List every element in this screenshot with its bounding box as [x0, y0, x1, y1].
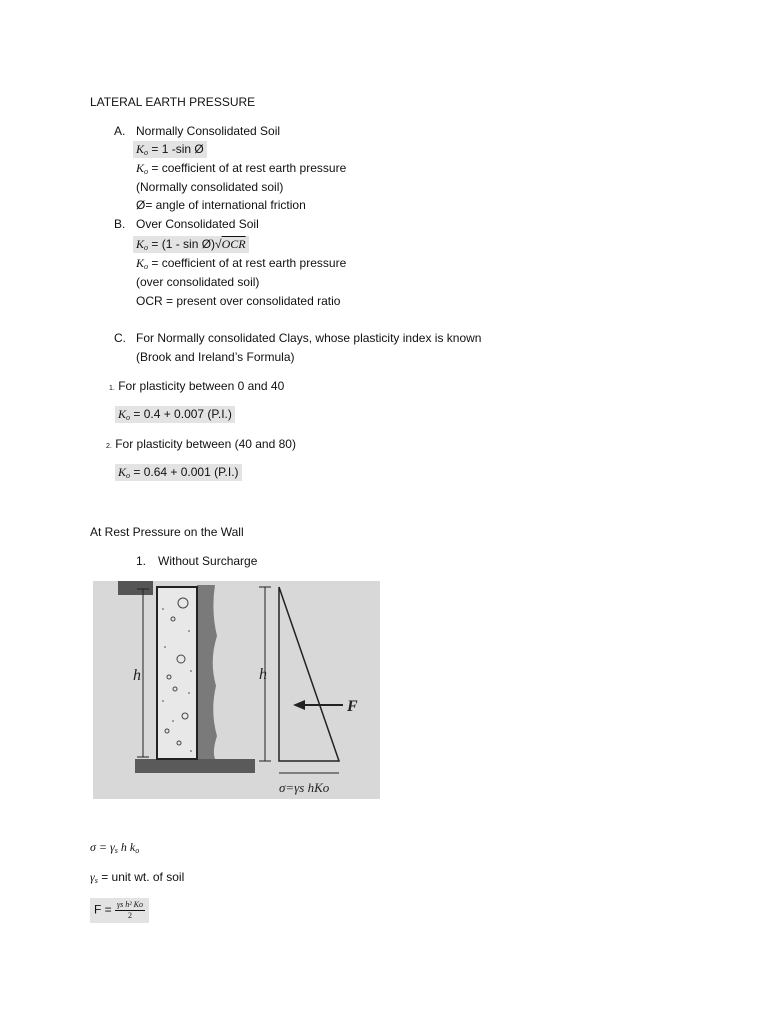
section-b-coef-desc: = coefficient of at rest earth pressure	[151, 256, 347, 270]
section-a-formula	[133, 141, 207, 158]
section-b-coef-line	[136, 256, 346, 271]
item-1-formula-text: = 0.4 + 0.007 (P.I.)	[133, 407, 232, 421]
item-2-formula	[115, 464, 242, 481]
eq-gamma-s: s	[94, 876, 98, 885]
section-b-heading: Over Consolidated Soil	[136, 217, 259, 231]
k-symbol: K	[136, 256, 145, 270]
k-symbol: K	[136, 142, 145, 156]
k-symbol: K	[118, 465, 127, 479]
section-b-ocr-desc: OCR = present over consolidated ratio	[136, 294, 341, 308]
eq-gamma-desc: = unit wt. of soil	[97, 870, 185, 884]
section-b-formula-text: = (1 - sin Ø)√	[151, 237, 222, 251]
pressure-triangle	[279, 587, 339, 761]
force-arrow-head	[293, 700, 305, 710]
o-subscript: o	[144, 243, 149, 252]
section-a-formula-text: = 1 -sin Ø	[151, 142, 204, 156]
o-subscript: o	[144, 148, 149, 157]
rest-heading: At Rest Pressure on the Wall	[90, 525, 244, 539]
eq-sigma-lhs: σ = γ	[90, 840, 115, 854]
item-1-number: 1.	[109, 385, 115, 392]
section-b-marker: B.	[114, 217, 126, 231]
eq-sigma	[90, 840, 139, 855]
eq-sigma-mid: h k	[117, 840, 136, 854]
sigma-label: σ=γs hKo	[279, 780, 330, 795]
left-h-label: h	[133, 667, 141, 684]
item-2-line	[106, 437, 296, 451]
item-1-formula	[115, 406, 235, 423]
section-c-sub: (Brook and Ireland’s Formula)	[136, 350, 295, 364]
o-subscript: o	[144, 167, 149, 176]
section-c-heading: For Normally consolidated Clays, whose plasticity index is known	[136, 331, 482, 345]
o-subscript: o	[144, 262, 149, 271]
eq-force-numerator: γs h² Ko	[117, 900, 144, 909]
wall-diagram	[93, 581, 380, 799]
eq-force-denominator: 2	[128, 911, 133, 920]
o-subscript: o	[126, 413, 131, 422]
wall-body	[157, 587, 197, 759]
sub-item-number: 1.	[136, 554, 147, 568]
eq-sigma-s: s	[114, 846, 118, 855]
section-b-paren: (over consolidated soil)	[136, 275, 260, 289]
section-a-coef-desc: = coefficient of at rest earth pressure	[151, 161, 347, 175]
backfill-soil	[197, 585, 217, 759]
k-symbol: K	[136, 161, 145, 175]
item-2-number: 2.	[106, 443, 112, 450]
section-c-marker: C.	[114, 331, 126, 345]
eq-sigma-o: o	[135, 846, 140, 855]
section-b-formula	[133, 236, 249, 253]
eq-force	[90, 898, 149, 923]
k-symbol: K	[118, 407, 127, 421]
section-a-paren: (Normally consolidated soil)	[136, 180, 284, 194]
item-1-text: For plasticity between 0 and 40	[118, 379, 285, 393]
section-a-marker: A.	[114, 124, 126, 138]
eq-gamma-symbol: γ	[90, 870, 95, 884]
sub-item-text: Without Surcharge	[158, 554, 258, 568]
ground-base	[135, 759, 255, 773]
item-2-text: For plasticity between (40 and 80)	[115, 437, 296, 451]
ocr-symbol: OCR	[221, 237, 246, 251]
retaining-wall-figure	[93, 581, 380, 799]
force-label: F	[347, 698, 358, 715]
section-a-heading: Normally Consolidated Soil	[136, 124, 281, 138]
page-title: LATERAL EARTH PRESSURE	[90, 95, 256, 109]
eq-force-fraction	[115, 900, 145, 921]
item-1-line	[109, 379, 284, 393]
item-2-formula-text: = 0.64 + 0.001 (P.I.)	[133, 465, 239, 479]
section-a-coef-line	[136, 161, 346, 176]
eq-gamma	[90, 870, 184, 885]
k-symbol: K	[136, 237, 145, 251]
top-cap	[118, 581, 153, 595]
section-a-phi-desc: Ø= angle of international friction	[136, 198, 306, 212]
eq-force-lhs: F =	[94, 902, 112, 917]
right-h-label: h	[259, 666, 267, 683]
o-subscript: o	[126, 471, 131, 480]
